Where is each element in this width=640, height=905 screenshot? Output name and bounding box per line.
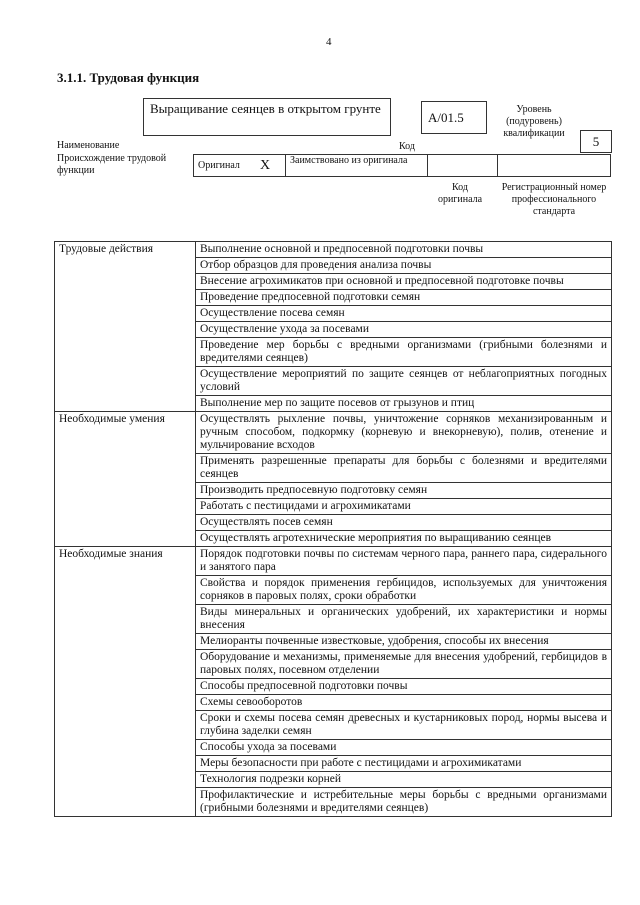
table-row — [55, 412, 612, 454]
code-label: Код — [399, 141, 415, 152]
section-title: 3.1.1. Трудовая функция — [57, 70, 200, 85]
list-item: Сроки и схемы посева семян древесных и кустарниковых пород, нормы высева и глубина заделки семян — [196, 711, 612, 740]
list-item: Профилактические и истребительные меры борьбы с вредными организмами (грибными болезнями и вредителями сеянцев) — [196, 788, 612, 817]
list-item: Выполнение мер по защите посевов от грызунов и птиц — [196, 396, 612, 412]
original-cell — [194, 155, 286, 176]
section-title-cell: Трудовые действия — [55, 242, 196, 412]
name-value: Выращивание сеянцев в открытом грунте — [143, 98, 391, 136]
list-item: Схемы севооборотов — [196, 695, 612, 711]
list-item: Осуществлять агротехнические мероприятия по выращиванию сеянцев — [196, 531, 612, 547]
list-item: Оборудование и механизмы, применяемые для внесения удобрений, гербицидов в паровых полях, посевном отделении — [196, 650, 612, 679]
list-item: Виды минеральных и органических удобрений, их характеристики и нормы внесения — [196, 605, 612, 634]
code-original-caption: Код оригинала — [437, 182, 483, 205]
list-item: Отбор образцов для проведения анализа почвы — [196, 258, 612, 274]
original-label: Оригинал — [198, 160, 240, 171]
table-row — [55, 242, 612, 258]
list-item: Выполнение основной и предпосевной подготовки почвы — [196, 242, 612, 258]
list-item: Осуществлять рыхление почвы, уничтожение сорняков механизированным и ручным способом, подкормку (корневую и внекорневую), полив, отенение и мульчирование всходов — [196, 412, 612, 454]
level-value: 5 — [592, 134, 600, 149]
function-table — [54, 241, 612, 817]
section-title-cell: Необходимые знания — [55, 547, 196, 817]
level-label: Уровень (подуровень) квалификации — [503, 104, 565, 139]
list-item: Меры безопасности при работе с пестицидами и агрохимикатами — [196, 756, 612, 772]
list-item: Производить предпосевную подготовку семян — [196, 483, 612, 499]
list-item: Применять разрешенные препараты для борьбы с болезнями и вредителями сеянцев — [196, 454, 612, 483]
origin-label: Происхождение трудовой функции — [57, 153, 167, 176]
list-item: Проведение мер борьбы с вредными организмами (грибными болезнями и вредителями сеянцев) — [196, 338, 612, 367]
list-item: Проведение предпосевной подготовки семян — [196, 290, 612, 306]
borrowed-cell — [286, 155, 428, 176]
reg-number-caption: Регистрационный номер профессионального стандарта — [501, 182, 607, 217]
section-title-cell: Необходимые умения — [55, 412, 196, 547]
name-label: Наименование — [57, 140, 120, 151]
list-item: Способы предпосевной подготовки почвы — [196, 679, 612, 695]
list-item: Работать с пестицидами и агрохимикатами — [196, 499, 612, 515]
list-item: Осуществление посева семян — [196, 306, 612, 322]
list-item: Технология подрезки корней — [196, 772, 612, 788]
code-value: A/01.5 — [421, 101, 487, 134]
list-item: Способы ухода за посевами — [196, 740, 612, 756]
list-item: Свойства и порядок применения гербицидов, используемых для уничтожения сорняков в паровых полях, сроки обработки — [196, 576, 612, 605]
list-item: Осуществление ухода за посевами — [196, 322, 612, 338]
list-item: Осуществлять посев семян — [196, 515, 612, 531]
page-number: 4 — [326, 36, 332, 48]
list-item: Порядок подготовки почвы по системам черного пара, раннего пара, сидерального и занятого пара — [196, 547, 612, 576]
table-row — [55, 547, 612, 576]
original-mark: X — [260, 158, 271, 173]
code-original-cell — [428, 155, 498, 176]
origin-row — [193, 154, 611, 177]
borrowed-label: Заимствовано из оригинала — [290, 155, 408, 166]
list-item: Мелиоранты почвенные известковые, удобрения, способы их внесения — [196, 634, 612, 650]
list-item: Осуществление мероприятий по защите сеянцев от неблагоприятных погодных условий — [196, 367, 612, 396]
list-item: Внесение агрохимикатов при основной и предпосевной подготовке почвы — [196, 274, 612, 290]
